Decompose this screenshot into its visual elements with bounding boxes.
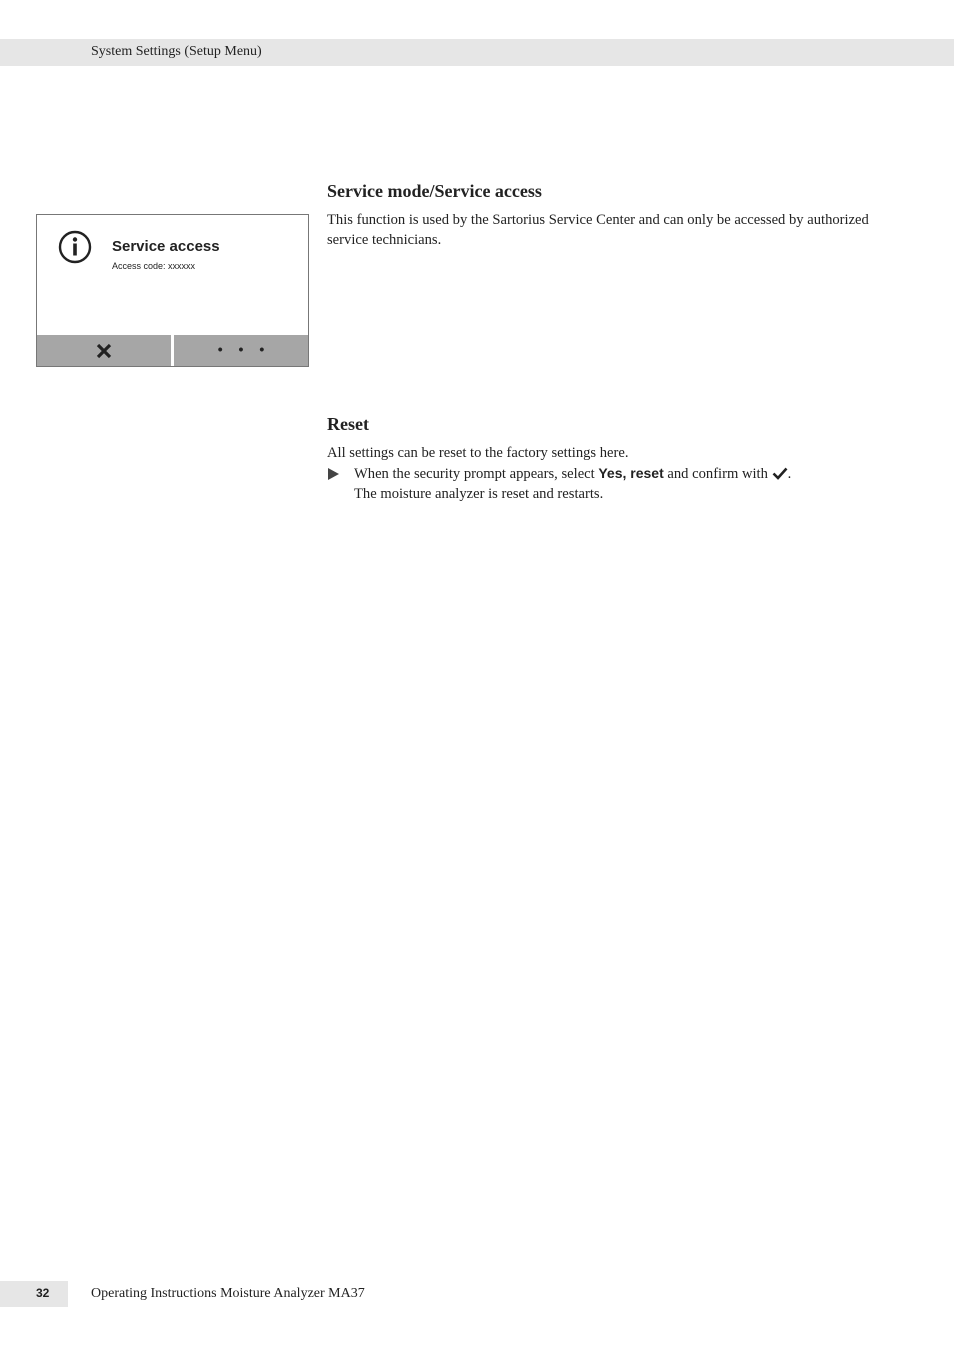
- yes-reset-option: Yes, reset: [598, 465, 664, 481]
- service-description: This function is used by the Sartorius Service Center and can only be accessed by authorized service technicians.: [327, 212, 869, 248]
- page-number: 32: [36, 1286, 50, 1300]
- reset-section: [327, 414, 887, 504]
- step-text-before: When the security prompt appears, select: [354, 466, 599, 482]
- step-text-end: .: [787, 466, 792, 482]
- service-heading: Service mode/Service access: [327, 181, 542, 201]
- access-code-label: Access code: xxxxxx: [112, 261, 196, 271]
- reset-heading: Reset: [327, 414, 369, 434]
- running-header: [0, 39, 954, 66]
- page-number-box: [0, 1281, 68, 1307]
- reset-intro: All settings can be reset to the factory settings here.: [327, 445, 629, 461]
- header-section-title: System Settings (Setup Menu): [91, 44, 262, 59]
- softkey-bar: [37, 335, 308, 366]
- screen-title: Service access: [112, 238, 220, 255]
- more-dots-icon: • • •: [217, 340, 271, 357]
- reset-result: The moisture analyzer is reset and restarts.: [354, 486, 604, 502]
- close-icon: [96, 343, 112, 359]
- more-options-button[interactable]: [174, 335, 308, 366]
- cancel-button[interactable]: [37, 335, 171, 366]
- step-text-after: and confirm with: [663, 466, 772, 482]
- checkmark-icon: [772, 466, 788, 480]
- bullet-arrow-icon: [328, 468, 339, 480]
- info-icon: [58, 230, 92, 264]
- footer-doc-title: Operating Instructions Moisture Analyzer MA37: [91, 1286, 365, 1301]
- reset-step: [327, 463, 887, 504]
- service-section: [327, 181, 887, 250]
- device-screen: [36, 214, 309, 367]
